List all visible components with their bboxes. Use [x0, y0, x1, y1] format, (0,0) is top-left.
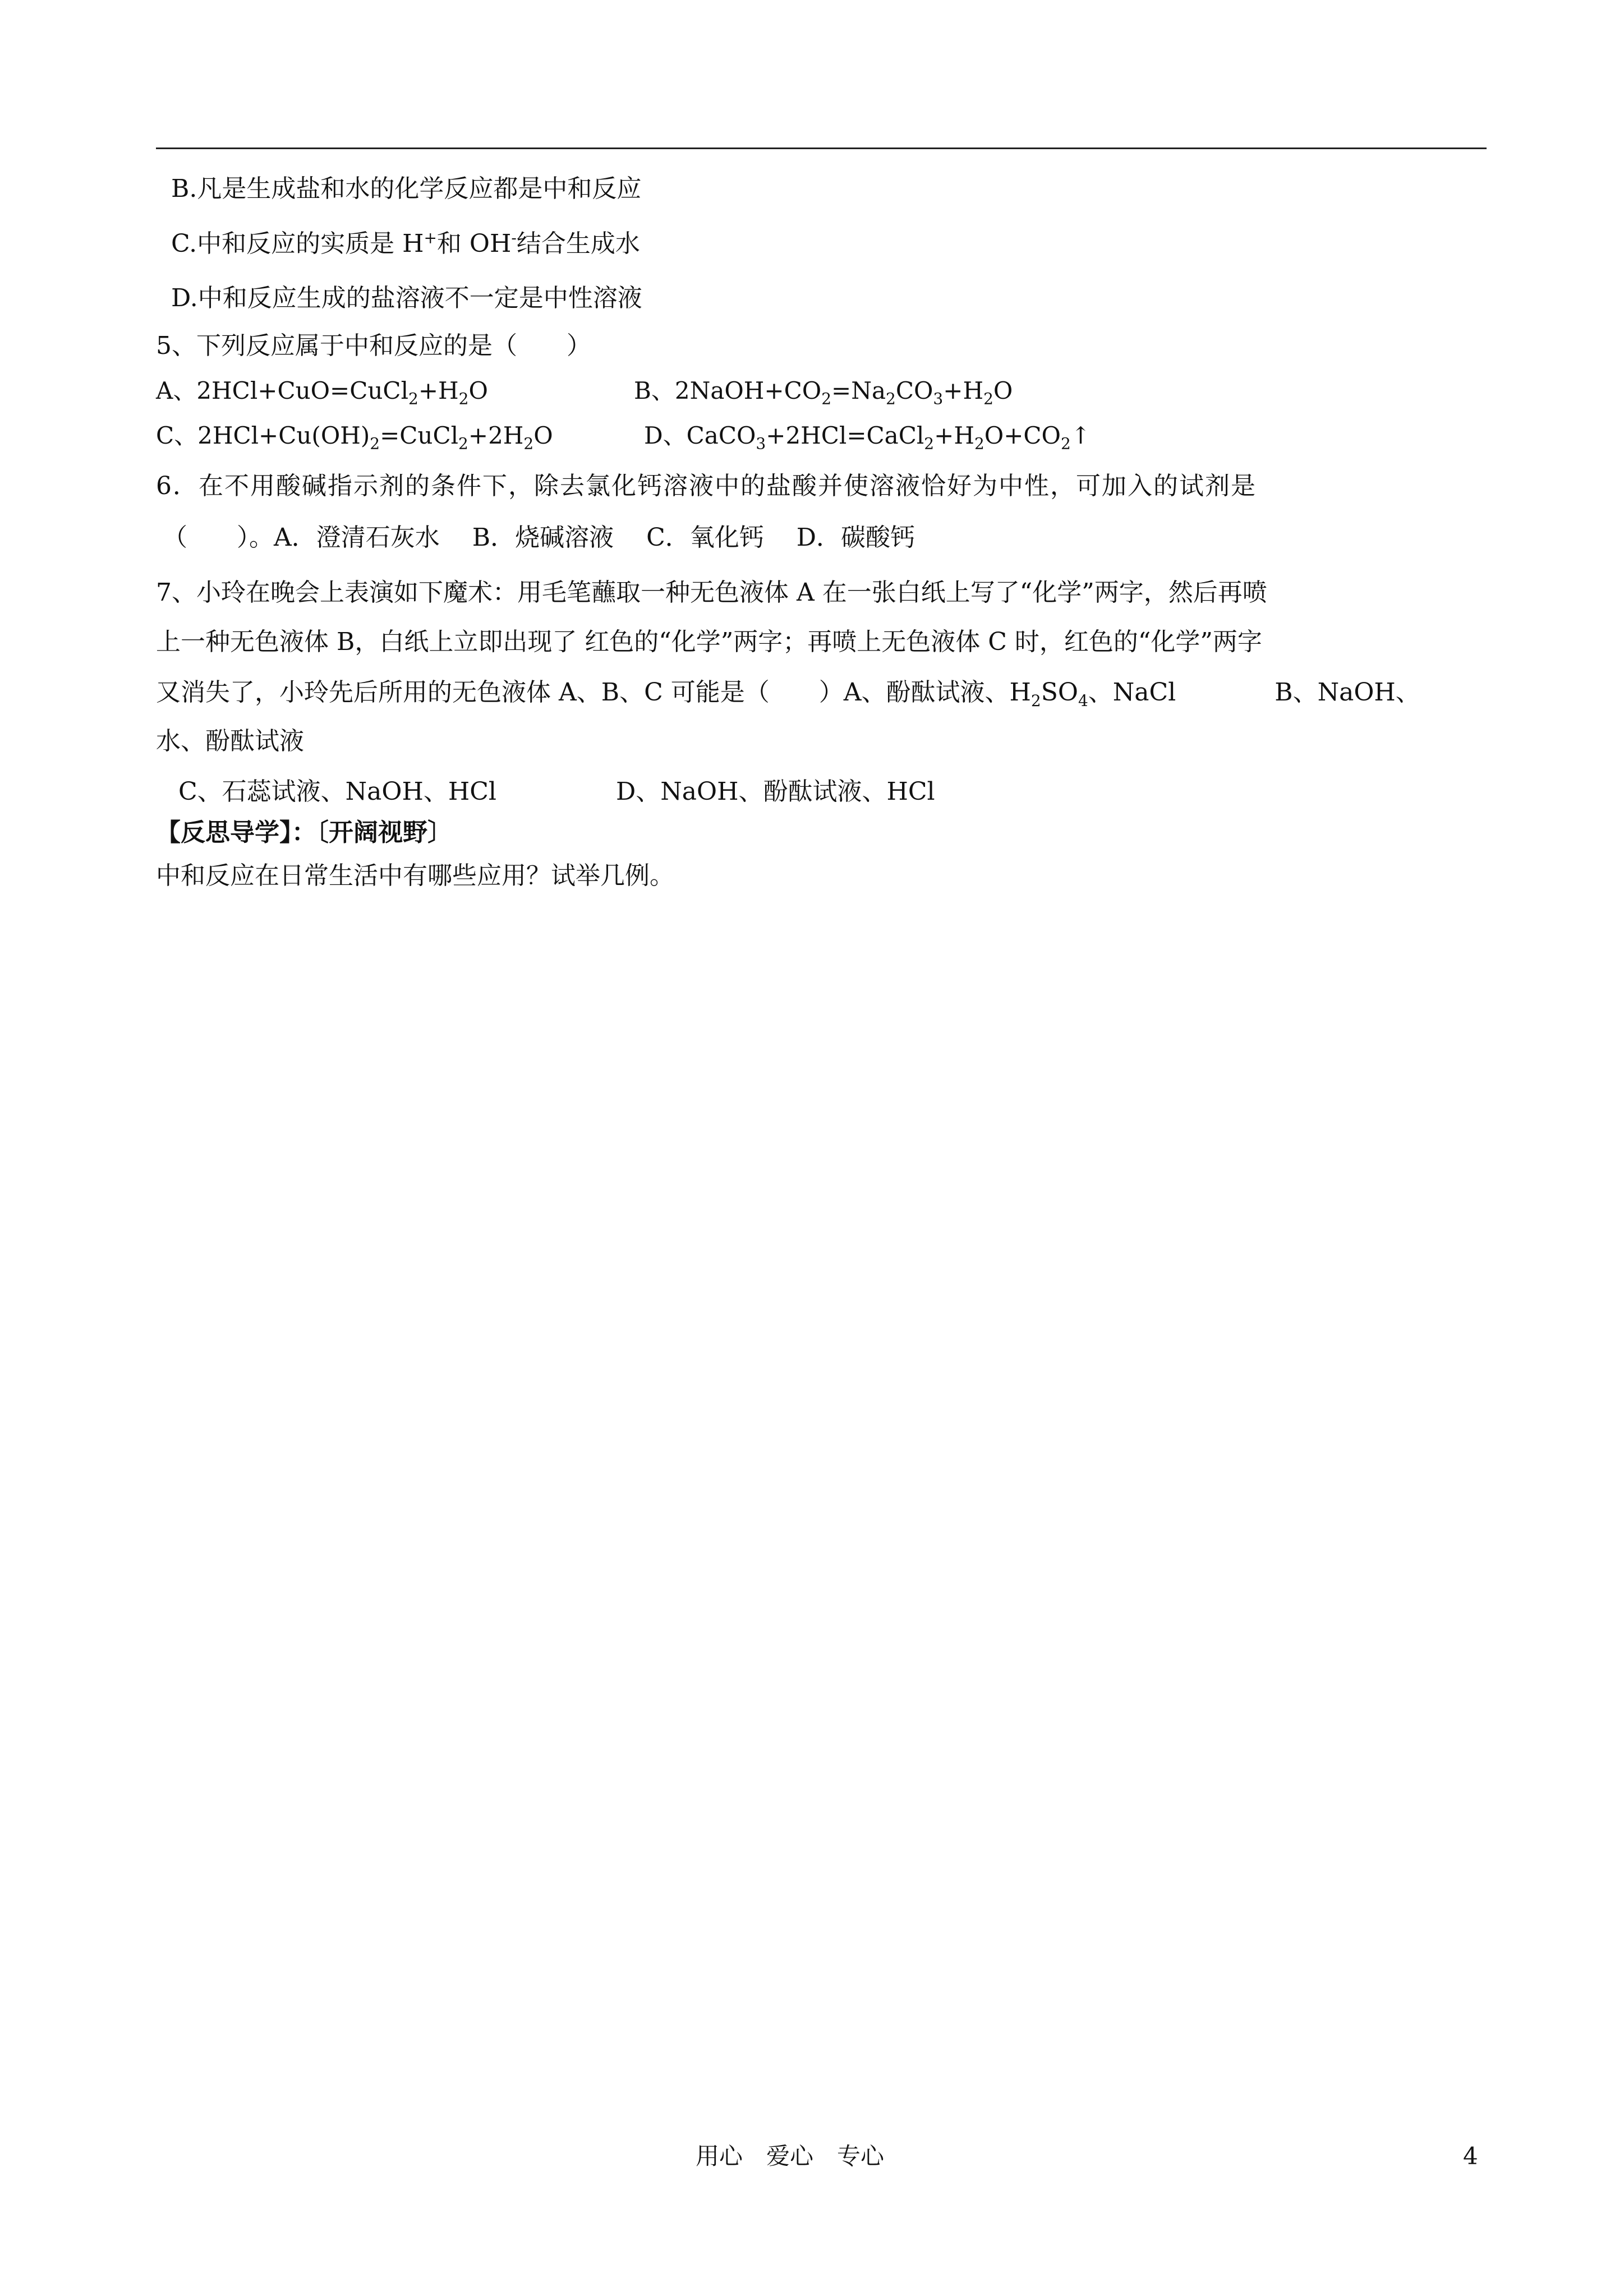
formula-text: CO — [895, 377, 933, 404]
q7-line-3-text: 又消失了，小玲先后所用的无色液体 A、B、C 可能是（ ）A、酚酞试液、H — [156, 678, 1031, 707]
formula-text: O+CO — [984, 422, 1061, 449]
subscript: 2 — [983, 389, 993, 408]
q4-option-b: B.凡是生成盐和水的化学反应都是中和反应 — [171, 174, 642, 203]
footer-motto: 用心 爱心 专心 — [696, 2142, 885, 2170]
header-rule — [156, 147, 1487, 149]
subscript: 3 — [933, 389, 944, 408]
q5-option-c — [156, 418, 553, 454]
subscript: 3 — [756, 434, 766, 453]
q4-option-c — [171, 226, 640, 262]
superscript: - — [511, 228, 517, 247]
q5-option-a — [156, 373, 488, 409]
formula-text: O — [468, 377, 488, 404]
q4-option-c-text: C.中和反应的实质是 H — [171, 229, 424, 258]
subscript: 4 — [1078, 691, 1088, 710]
reflect-title: 【反思导学】：〔开阔视野〕 — [156, 818, 452, 847]
q7-line-1: 7、小玲在晚会上表演如下魔术：用毛笔蘸取一种无色液体 A 在一张白纸上写了“化学”两字，然后再喷 — [156, 578, 1267, 607]
subscript: 2 — [523, 434, 534, 453]
formula-text: O — [533, 422, 553, 449]
formula-text: A、2HCl+CuO=CuCl — [156, 377, 409, 404]
formula-text: B、2NaOH+CO — [634, 377, 822, 404]
formula-text: +2H — [468, 422, 524, 449]
formula-text: C、2HCl+Cu(OH) — [156, 422, 370, 449]
subscript: 2 — [408, 389, 418, 408]
q5-option-d — [644, 418, 1091, 454]
formula-text: =Na — [831, 377, 886, 404]
subscript: 2 — [1060, 434, 1071, 453]
q7-option-c: C、石蕊试液、NaOH、HCl — [178, 777, 496, 806]
formula-text: O — [993, 377, 1013, 404]
q4-option-c-text: 和 OH — [436, 229, 512, 258]
q6-line-1: 6．在不用酸碱指示剂的条件下，除去氯化钙溶液中的盐酸并使溶液恰好为中性，可加入的试剂是 — [156, 472, 1257, 500]
formula-text: =CuCl — [380, 422, 459, 449]
q7-line-3 — [156, 675, 1420, 711]
reflect-question: 中和反应在日常生活中有哪些应用？试举几例。 — [156, 861, 674, 890]
formula-text: D、CaCO — [644, 422, 756, 449]
subscript: 2 — [370, 434, 380, 453]
formula-text: +2HCl=CaCl — [766, 422, 924, 449]
subscript: 2 — [821, 389, 832, 408]
q7-option-d: D、NaOH、酚酞试液、HCl — [616, 777, 935, 806]
subscript: 2 — [974, 434, 984, 453]
page-number: 4 — [1463, 2142, 1478, 2170]
formula-text: +H — [934, 422, 974, 449]
q7-line-2: 上一种无色液体 B，白纸上立即出现了 红色的“化学”两字；再喷上无色液体 C 时，红色的“化学”两字 — [156, 628, 1262, 656]
q7-line-3-text: 、NaCl B、NaOH、 — [1088, 678, 1420, 707]
subscript: 2 — [458, 389, 469, 408]
subscript: 2 — [886, 389, 896, 408]
q5-stem: 5、下列反应属于中和反应的是（ ） — [156, 331, 591, 360]
subscript: 2 — [458, 434, 468, 453]
formula-text: +H — [943, 377, 984, 404]
subscript: 2 — [924, 434, 935, 453]
superscript: + — [424, 228, 437, 247]
q5-option-b — [634, 373, 1013, 409]
q4-option-c-text: 结合生成水 — [516, 229, 640, 258]
q4-option-d: D.中和反应生成的盐溶液不一定是中性溶液 — [171, 284, 642, 312]
q7-line-3-text: SO — [1041, 678, 1078, 707]
subscript: 2 — [1030, 691, 1041, 710]
formula-text: +H — [418, 377, 459, 404]
q7-line-4: 水、酚酞试液 — [156, 727, 304, 755]
q6-line-2: （ ）。A．澄清石灰水 B．烧碱溶液 C．氧化钙 D．碳酸钙 — [163, 523, 915, 552]
up-arrow-icon: ↑ — [1070, 422, 1091, 449]
